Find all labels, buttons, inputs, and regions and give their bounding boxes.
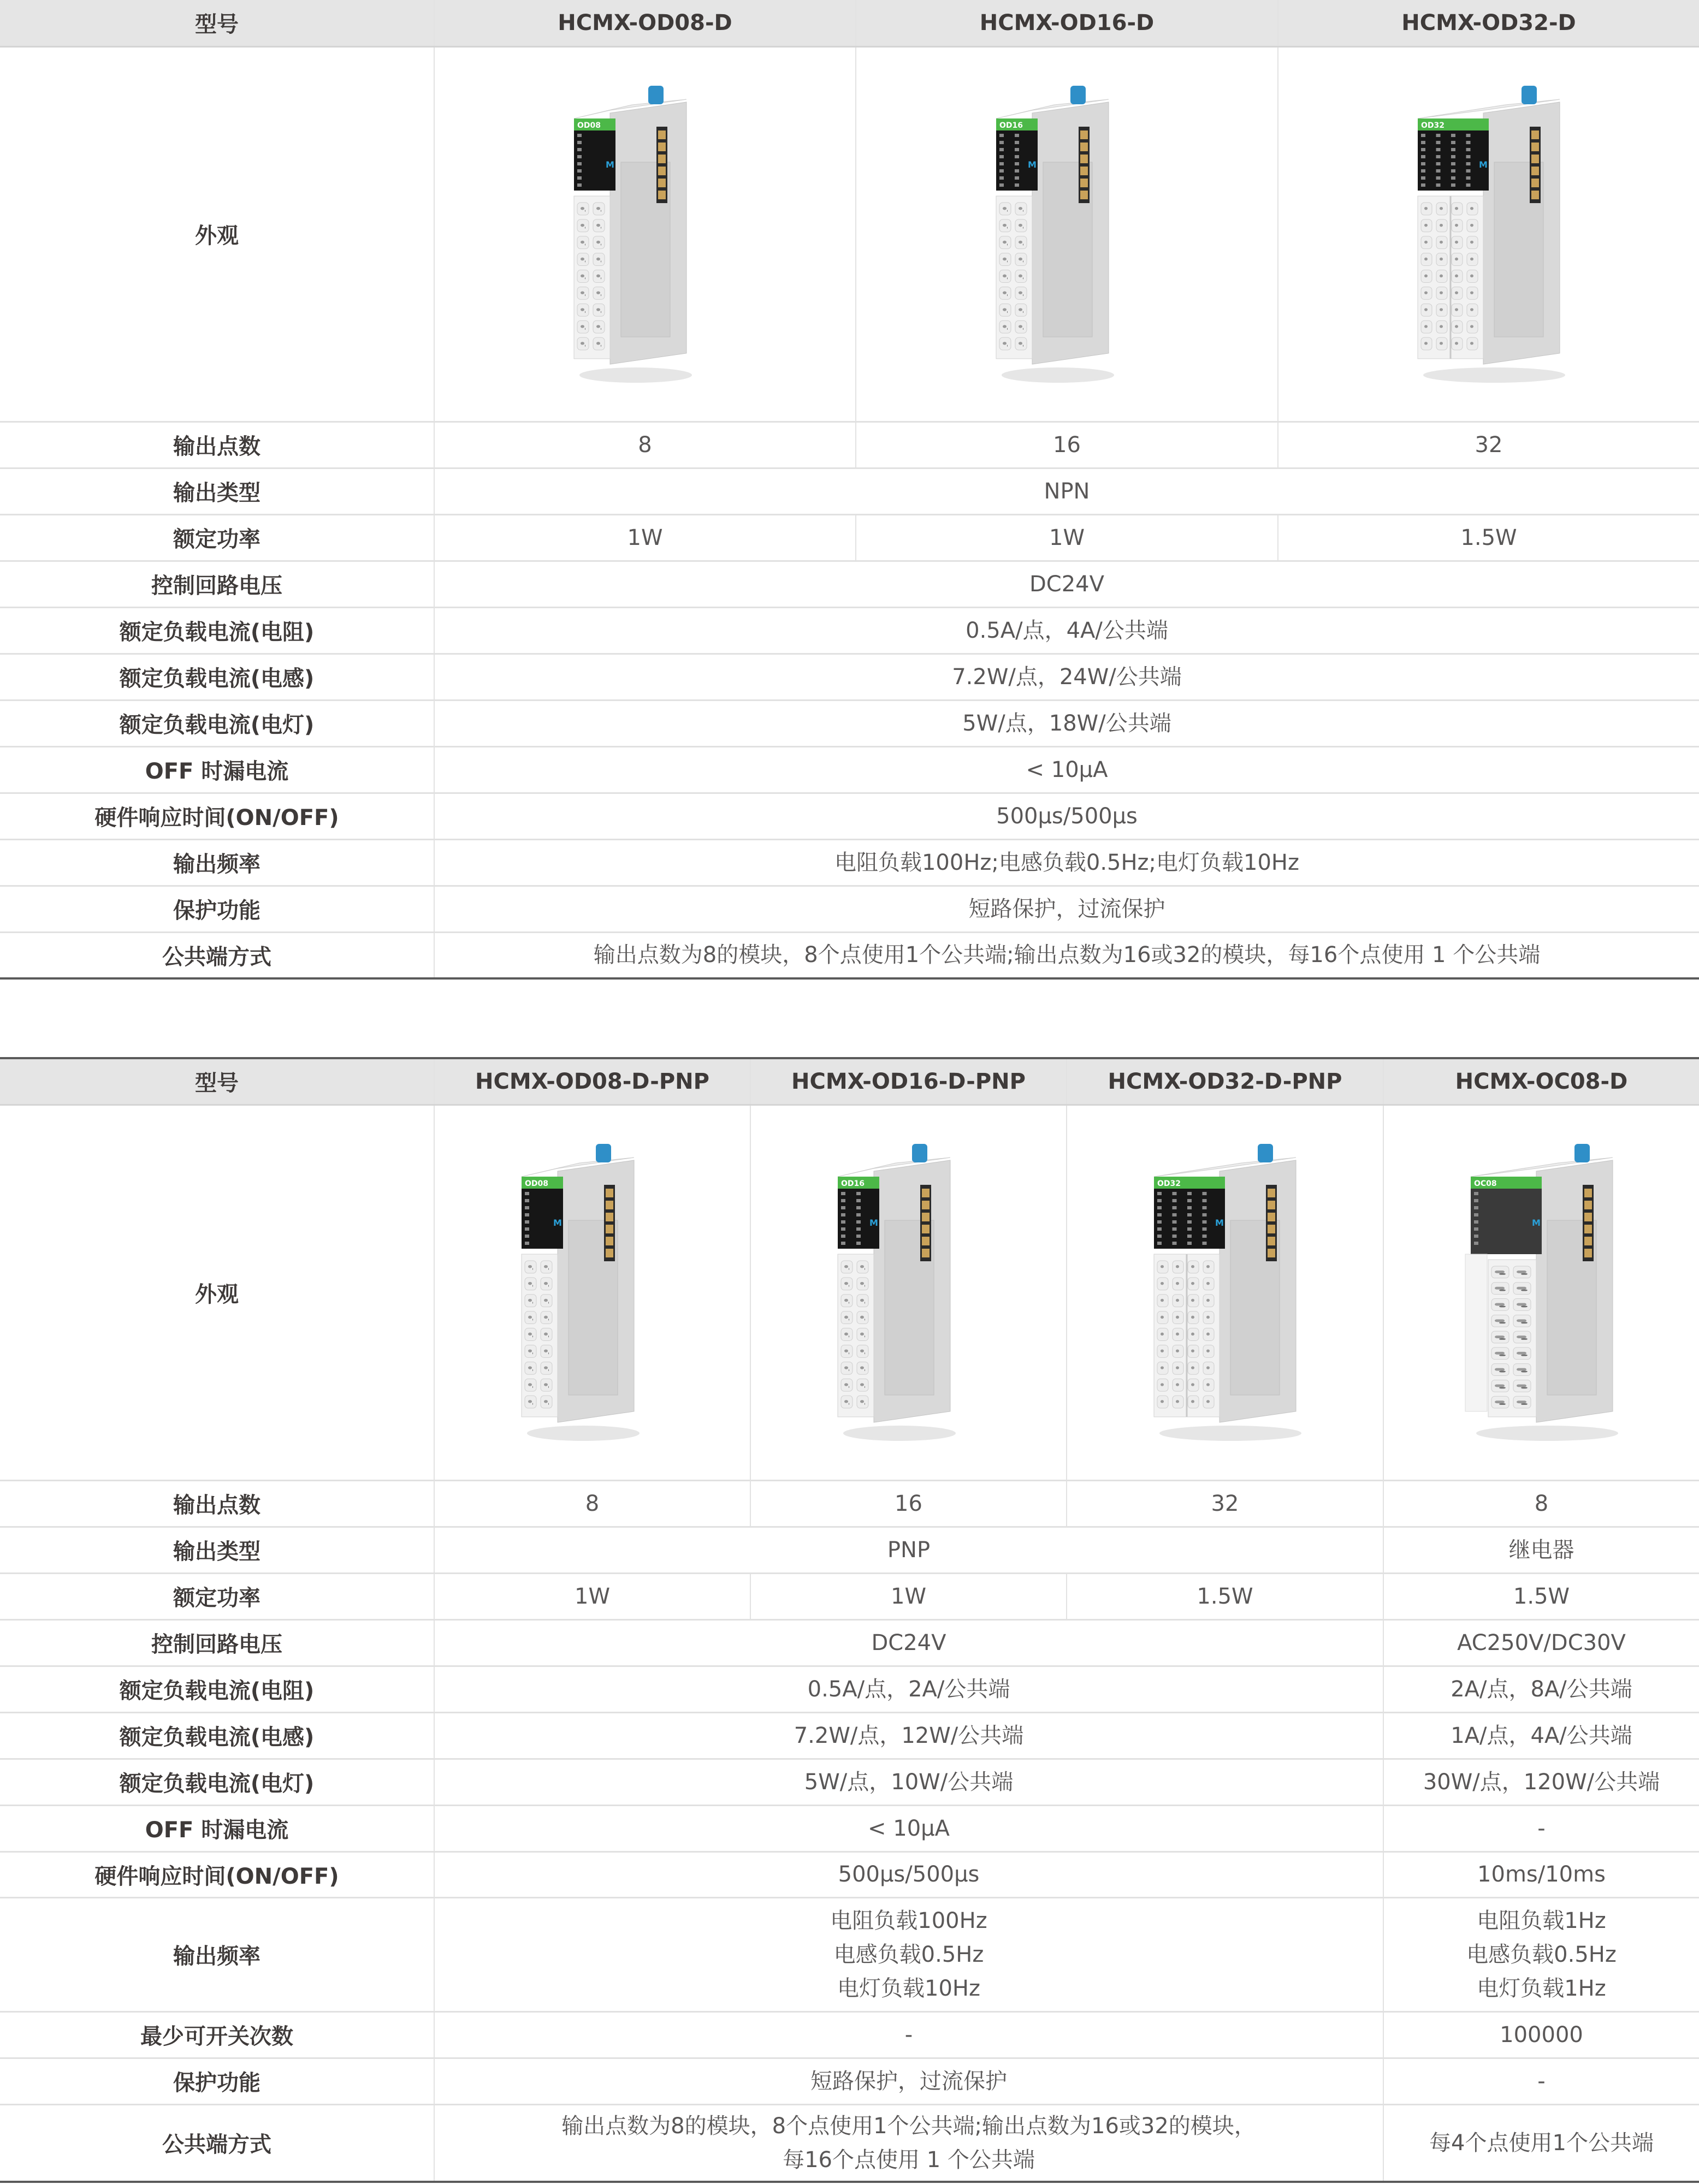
spec-row xyxy=(0,2058,1699,2104)
module-image-od08-pnp xyxy=(505,1138,680,1446)
cell-value-relay: AC250V/DC30V xyxy=(1383,1619,1699,1666)
row-label-appearance: 外观 xyxy=(0,46,434,422)
cell-value-relay: - xyxy=(1383,1805,1699,1851)
cell-value: 1.5W xyxy=(1278,514,1699,561)
cell-value-merged: 500μs/500μs xyxy=(434,793,1699,839)
spec-row xyxy=(0,1759,1699,1805)
row-label: 输出点数 xyxy=(0,1480,434,1527)
spec-row xyxy=(0,2011,1699,2058)
spec-row xyxy=(0,1897,1699,2011)
cell-value-merged xyxy=(434,2104,1383,2182)
cell-value: 1.5W xyxy=(1383,1573,1699,1619)
cell-value-relay: 继电器 xyxy=(1383,1527,1699,1573)
spec-row xyxy=(0,1527,1699,1573)
cell-value-merged: 电阻负载100Hz;电感负载0.5Hz;电灯负载10Hz xyxy=(434,839,1699,886)
row-label: 公共端方式 xyxy=(0,932,434,978)
spec-row xyxy=(0,1573,1699,1619)
row-label: 额定负载电流(电灯) xyxy=(0,700,434,746)
cell-value-merged: < 10μA xyxy=(434,746,1699,793)
row-label: 额定负载电流(电感) xyxy=(0,1712,434,1759)
module-image-od08 xyxy=(558,80,732,388)
appearance-row xyxy=(0,46,1699,422)
header-model: HCMX-OD16-D xyxy=(856,0,1278,46)
cell-value-relay: 1A/点，4A/公共端 xyxy=(1383,1712,1699,1759)
cell-value-merged: DC24V xyxy=(434,1619,1383,1666)
svg-text:OD32: OD32 xyxy=(1421,121,1445,130)
spec-table-pnp-relay xyxy=(0,1057,1699,2183)
value-line: 电阻负载1Hz xyxy=(1477,1908,1606,1933)
spec-row xyxy=(0,1851,1699,1897)
svg-text:OD16: OD16 xyxy=(999,121,1023,130)
cell-value: 1W xyxy=(856,514,1278,561)
spec-row xyxy=(0,422,1699,468)
row-label: 公共端方式 xyxy=(0,2104,434,2182)
value-line: 电灯负载10Hz xyxy=(837,1975,980,2001)
row-label: 硬件响应时间(ON/OFF) xyxy=(0,793,434,839)
cell-value-merged: 0.5A/点，2A/公共端 xyxy=(434,1666,1383,1712)
cell-value-merged: PNP xyxy=(434,1527,1383,1573)
row-label: 额定功率 xyxy=(0,514,434,561)
cell-value-merged: 短路保护，过流保护 xyxy=(434,886,1699,932)
module-image-od16-pnp xyxy=(821,1138,996,1446)
header-model: HCMX-OD08-D xyxy=(434,0,856,46)
spec-row xyxy=(0,839,1699,886)
spec-row xyxy=(0,700,1699,746)
spec-row xyxy=(0,746,1699,793)
cell-value: 8 xyxy=(1383,1480,1699,1527)
cell-value: 16 xyxy=(750,1480,1067,1527)
cell-value-relay: - xyxy=(1383,2058,1699,2104)
product-image-cell xyxy=(434,1105,750,1480)
spec-table-npn xyxy=(0,0,1699,980)
spec-row xyxy=(0,932,1699,978)
row-label: 输出频率 xyxy=(0,839,434,886)
row-label: 输出点数 xyxy=(0,422,434,468)
spec-row xyxy=(0,607,1699,654)
value-line: 电感负载0.5Hz xyxy=(1466,1942,1617,1967)
cell-value-relay: 30W/点，120W/公共端 xyxy=(1383,1759,1699,1805)
svg-text:OC08: OC08 xyxy=(1473,1179,1497,1188)
svg-text:OD08: OD08 xyxy=(524,1179,548,1188)
value-line: 输出点数为8的模块，8个点使用1个公共端;输出点数为16或32的模块， xyxy=(561,2113,1256,2139)
cell-value: 1W xyxy=(434,1573,750,1619)
svg-text:M: M xyxy=(869,1218,878,1228)
svg-text:M: M xyxy=(553,1218,562,1228)
cell-value-merged: 7.2W/点，24W/公共端 xyxy=(434,654,1699,700)
row-label: 控制回路电压 xyxy=(0,561,434,607)
cell-value-merged: 输出点数为8的模块，8个点使用1个公共端;输出点数为16或32的模块，每16个点使用 1 个公共端 xyxy=(434,932,1699,978)
cell-value-merged: < 10μA xyxy=(434,1805,1383,1851)
svg-text:M: M xyxy=(1531,1218,1541,1228)
svg-text:M: M xyxy=(1215,1218,1224,1228)
svg-text:M: M xyxy=(1027,159,1037,170)
appearance-row xyxy=(0,1105,1699,1480)
header-model: HCMX-OD32-D-PNP xyxy=(1067,1058,1383,1105)
spec-row xyxy=(0,793,1699,839)
row-label: 额定负载电流(电阻) xyxy=(0,607,434,654)
cell-value-merged: 7.2W/点，12W/公共端 xyxy=(434,1712,1383,1759)
cell-value-relay: 2A/点，8A/公共端 xyxy=(1383,1666,1699,1712)
product-image-cell xyxy=(856,46,1278,422)
header-model: HCMX-OD08-D-PNP xyxy=(434,1058,750,1105)
value-line: 电感负载0.5Hz xyxy=(833,1942,984,1967)
spec-row xyxy=(0,886,1699,932)
spec-row xyxy=(0,1805,1699,1851)
row-label: 保护功能 xyxy=(0,2058,434,2104)
cell-value-merged: 5W/点，18W/公共端 xyxy=(434,700,1699,746)
svg-text:M: M xyxy=(606,159,614,170)
svg-text:OD32: OD32 xyxy=(1157,1179,1181,1188)
row-label: 控制回路电压 xyxy=(0,1619,434,1666)
cell-value: 16 xyxy=(856,422,1278,468)
row-label: OFF 时漏电流 xyxy=(0,746,434,793)
svg-text:M: M xyxy=(1479,159,1488,170)
header-row xyxy=(0,1058,1699,1105)
cell-value: 32 xyxy=(1067,1480,1383,1527)
cell-value: 1.5W xyxy=(1067,1573,1383,1619)
cell-value-relay: 10ms/10ms xyxy=(1383,1851,1699,1897)
cell-value-merged xyxy=(434,1897,1383,2011)
row-label: 最少可开关次数 xyxy=(0,2011,434,2058)
product-image-cell xyxy=(1278,46,1699,422)
cell-value-relay xyxy=(1383,1897,1699,2011)
cell-value-merged: 短路保护，过流保护 xyxy=(434,2058,1383,2104)
spec-row xyxy=(0,1480,1699,1527)
row-label: 额定负载电流(电阻) xyxy=(0,1666,434,1712)
spec-row xyxy=(0,1712,1699,1759)
row-label: 保护功能 xyxy=(0,886,434,932)
value-line: 电阻负载100Hz xyxy=(830,1908,987,1933)
row-label: 额定负载电流(电灯) xyxy=(0,1759,434,1805)
product-image-cell xyxy=(1383,1105,1699,1480)
module-image-oc08 xyxy=(1454,1138,1629,1446)
cell-value-merged: 5W/点，10W/公共端 xyxy=(434,1759,1383,1805)
spec-row xyxy=(0,1666,1699,1712)
cell-value: 1W xyxy=(434,514,856,561)
spec-row xyxy=(0,468,1699,514)
value-line: 每16个点使用 1 个公共端 xyxy=(783,2147,1035,2173)
value-line: 电灯负载1Hz xyxy=(1477,1975,1606,2001)
cell-value-merged: NPN xyxy=(434,468,1699,514)
cell-value-merged: DC24V xyxy=(434,561,1699,607)
header-label-model: 型号 xyxy=(0,1058,434,1105)
cell-value: 8 xyxy=(434,1480,750,1527)
spec-row xyxy=(0,2104,1699,2182)
header-label-model: 型号 xyxy=(0,0,434,46)
cell-value-merged: - xyxy=(434,2011,1383,2058)
row-label: 输出类型 xyxy=(0,468,434,514)
header-model: HCMX-OC08-D xyxy=(1383,1058,1699,1105)
module-image-od32-pnp xyxy=(1138,1138,1312,1446)
cell-value-relay: 100000 xyxy=(1383,2011,1699,2058)
module-image-od16 xyxy=(980,80,1155,388)
cell-value: 32 xyxy=(1278,422,1699,468)
row-label: 额定负载电流(电感) xyxy=(0,654,434,700)
cell-value: 1W xyxy=(750,1573,1067,1619)
header-model: HCMX-OD32-D xyxy=(1278,0,1699,46)
cell-value-relay: 每4个点使用1个公共端 xyxy=(1383,2104,1699,2182)
spec-row xyxy=(0,654,1699,700)
spec-row xyxy=(0,561,1699,607)
spec-row xyxy=(0,514,1699,561)
row-label: 输出频率 xyxy=(0,1897,434,2011)
svg-text:OD08: OD08 xyxy=(577,121,601,130)
cell-value-merged: 0.5A/点，4A/公共端 xyxy=(434,607,1699,654)
header-model: HCMX-OD16-D-PNP xyxy=(750,1058,1067,1105)
row-label-appearance: 外观 xyxy=(0,1105,434,1480)
svg-text:OD16: OD16 xyxy=(840,1179,865,1188)
module-image-od32 xyxy=(1401,80,1576,388)
row-label: OFF 时漏电流 xyxy=(0,1805,434,1851)
cell-value-merged: 500μs/500μs xyxy=(434,1851,1383,1897)
row-label: 输出类型 xyxy=(0,1527,434,1573)
product-image-cell xyxy=(1067,1105,1383,1480)
spec-row xyxy=(0,1619,1699,1666)
row-label: 硬件响应时间(ON/OFF) xyxy=(0,1851,434,1897)
cell-value: 8 xyxy=(434,422,856,468)
row-label: 额定功率 xyxy=(0,1573,434,1619)
header-row xyxy=(0,0,1699,46)
product-image-cell xyxy=(434,46,856,422)
product-image-cell xyxy=(750,1105,1067,1480)
